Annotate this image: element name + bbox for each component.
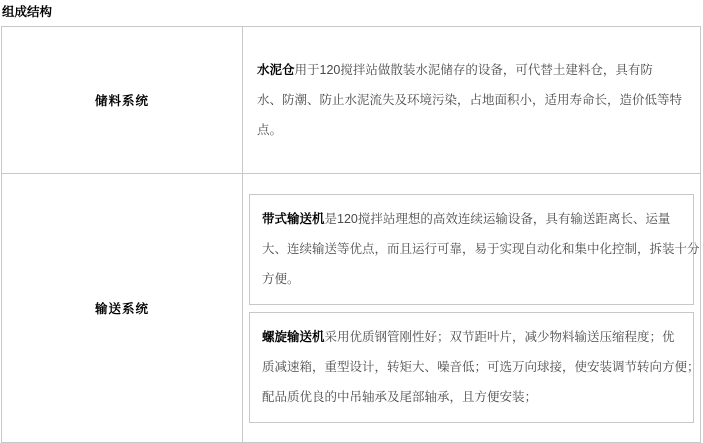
- paragraph-text: 大、连续输送等优点，而且运行可靠，易于实现自动化和集中化控制，拆装十分: [262, 241, 700, 256]
- paragraph-line: [262, 322, 681, 352]
- row-content-storage: [243, 27, 701, 174]
- table-row: [2, 27, 701, 174]
- paragraph-line: [257, 115, 686, 145]
- table-row: [2, 174, 701, 443]
- row-label-storage: 储料系统: [2, 27, 243, 174]
- paragraph-text: 采用优质钢管刚性好；双节距叶片，减少物料输送压缩程度；优: [324, 329, 675, 344]
- paragraph-line: [262, 352, 700, 382]
- term-highlight: 带式输送机: [262, 211, 325, 226]
- paragraph-line: [262, 382, 681, 412]
- paragraph-text: 水、防潮、防止水泥流失及环境污染，占地面积小，适用寿命长，造价低等特: [257, 93, 683, 107]
- paragraph-line: [257, 55, 686, 85]
- paragraph-line: [262, 264, 681, 294]
- row-label-conveying: 输送系统: [2, 174, 243, 443]
- paragraph-text: 方便。: [262, 271, 300, 286]
- paragraph-text: 用于120搅拌站做散装水泥储存的设备，可代替土建料仓，具有防: [294, 63, 653, 77]
- term-highlight: 螺旋输送机: [262, 329, 325, 344]
- term-highlight: 水泥仓: [257, 63, 295, 77]
- row-content-conveying: [243, 174, 701, 443]
- paragraph-line: [257, 85, 686, 115]
- paragraph-block: [249, 194, 700, 305]
- structure-table: [1, 26, 701, 443]
- paragraph-text: 点。: [257, 123, 283, 137]
- paragraph-text: 配品质优良的中吊轴承及尾部轴承，且方便安装；: [262, 389, 538, 404]
- paragraph-text: 是120搅拌站理想的高效连续运输设备，具有输送距离长、运量: [324, 211, 671, 226]
- paragraph-lines: [262, 322, 700, 412]
- page-title: 组成结构: [2, 5, 53, 19]
- paragraph-lines: [262, 204, 700, 294]
- paragraph-text: 质减速箱，重型设计，转矩大、噪音低；可选万向球接，使安装调节转向方便；: [262, 359, 700, 374]
- paragraph-block: [249, 312, 700, 423]
- paragraph-line: [262, 204, 681, 234]
- paragraph-lines: [257, 55, 686, 145]
- paragraph-line: [262, 234, 700, 264]
- paragraph-block: [243, 43, 700, 157]
